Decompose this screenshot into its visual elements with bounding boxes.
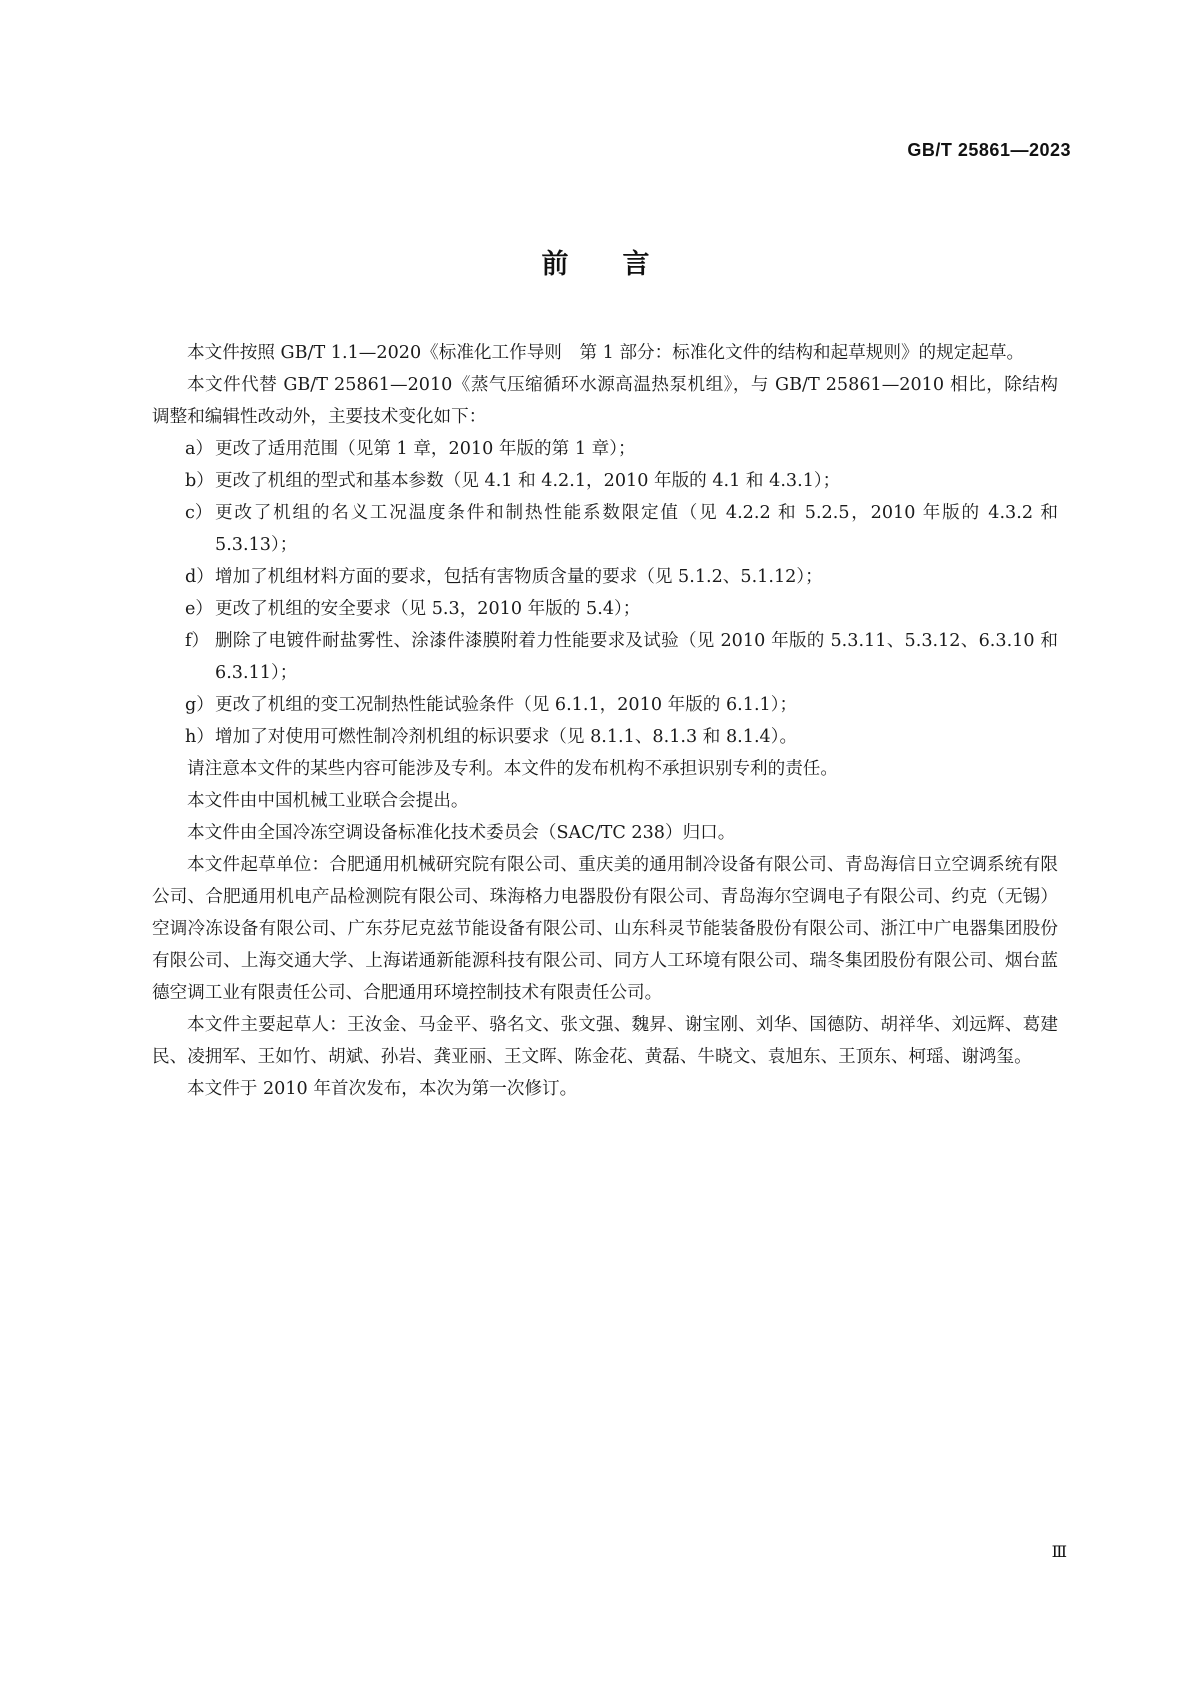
list-item-text: 更改了机组的名义工况温度条件和制热性能系数限定值（见 4.2.2 和 5.2.5，2010 年版的 4.3.2 和 5.3.13）； xyxy=(215,503,1058,555)
list-marker: f） xyxy=(185,631,210,651)
paragraph-publication-history: 本文件于 2010 年首次发布，本次为第一次修订。 xyxy=(187,1079,578,1099)
change-item-h xyxy=(152,721,1058,753)
list-marker: b） xyxy=(185,471,214,491)
list-item-text: 更改了机组的变工况制热性能试验条件（见 6.1.1，2010 年版的 6.1.1）； xyxy=(215,695,798,715)
paragraph-patent-notice: 请注意本文件的某些内容可能涉及专利。本文件的发布机构不承担识别专利的责任。 xyxy=(187,759,838,779)
paragraph-replacement: 本文件代替 GB/T 25861—2010《蒸气压缩循环水源高温热泵机组》，与 GB/T 25861—2010 相比，除结构调整和编辑性改动外，主要技术变化如下： xyxy=(152,375,1058,427)
list-item-text: 增加了对使用可燃性制冷剂机组的标识要求（见 8.1.1、8.1.3 和 8.1.4）。 xyxy=(215,727,798,747)
list-marker: g） xyxy=(185,695,214,715)
page-title: 前言 xyxy=(541,249,704,280)
change-item-g xyxy=(152,689,1058,721)
change-item-e xyxy=(152,593,1058,625)
change-item-b xyxy=(152,465,1058,497)
page-number: Ⅲ xyxy=(1051,1542,1067,1561)
paragraph-drafters: 本文件主要起草人：王汝金、马金平、骆名文、张文强、魏昇、谢宝刚、刘华、国德防、胡祥华、刘远辉、葛建民、凌拥军、王如竹、胡斌、孙岩、龚亚丽、王文晖、陈金花、黄磊、牛晓文、袁旭东、王顶东、柯瑶、谢鸿玺。 xyxy=(152,1015,1058,1067)
list-marker: h） xyxy=(185,727,214,747)
list-item-text: 更改了机组的型式和基本参数（见 4.1 和 4.2.1，2010 年版的 4.1 和 4.3.1）； xyxy=(215,471,841,491)
paragraph-drafting-rule: 本文件按照 GB/T 1.1—2020《标准化工作导则 第 1 部分：标准化文件的结构和起草规则》的规定起草。 xyxy=(187,343,1025,363)
list-marker: d） xyxy=(185,567,214,587)
change-item-a xyxy=(152,433,1058,465)
standard-code: GB/T 25861—2023 xyxy=(907,140,1071,160)
list-marker: c） xyxy=(185,503,213,523)
list-marker: a） xyxy=(185,439,214,459)
change-item-d xyxy=(152,561,1058,593)
foreword-body xyxy=(152,337,1058,1105)
paragraph-committee: 本文件由全国冷冻空调设备标准化技术委员会（SAC/TC 238）归口。 xyxy=(187,823,736,843)
change-item-f xyxy=(152,625,1058,689)
list-item-text: 增加了机组材料方面的要求，包括有害物质含量的要求（见 5.1.2、5.1.12）； xyxy=(215,567,823,587)
list-item-text: 更改了机组的安全要求（见 5.3，2010 年版的 5.4）； xyxy=(215,599,641,619)
change-item-c xyxy=(152,497,1058,561)
paragraph-drafting-units: 本文件起草单位：合肥通用机械研究院有限公司、重庆美的通用制冷设备有限公司、青岛海信日立空调系统有限公司、合肥通用机电产品检测院有限公司、珠海格力电器股份有限公司、青岛海尔空调电子有限公司、约克（无锡）空调冷冻设备有限公司、广东芬尼克兹节能设备有限公司、山东科灵节能装备股份有限公司、浙江中广电器集团股份有限公司、上海交通大学、上海诺通新能源科技有限公司、同方人工环境有限公司、瑞冬集团股份有限公司、烟台蓝德空调工业有限责任公司、合肥通用环境控制技术有限责任公司。 xyxy=(152,855,1058,1003)
list-marker: e） xyxy=(185,599,214,619)
list-item-text: 删除了电镀件耐盐雾性、涂漆件漆膜附着力性能要求及试验（见 2010 年版的 5.3.11、5.3.12、6.3.10 和 6.3.11）； xyxy=(215,631,1058,683)
paragraph-proposer: 本文件由中国机械工业联合会提出。 xyxy=(187,791,469,811)
list-item-text: 更改了适用范围（见第 1 章，2010 年版的第 1 章）； xyxy=(215,439,636,459)
